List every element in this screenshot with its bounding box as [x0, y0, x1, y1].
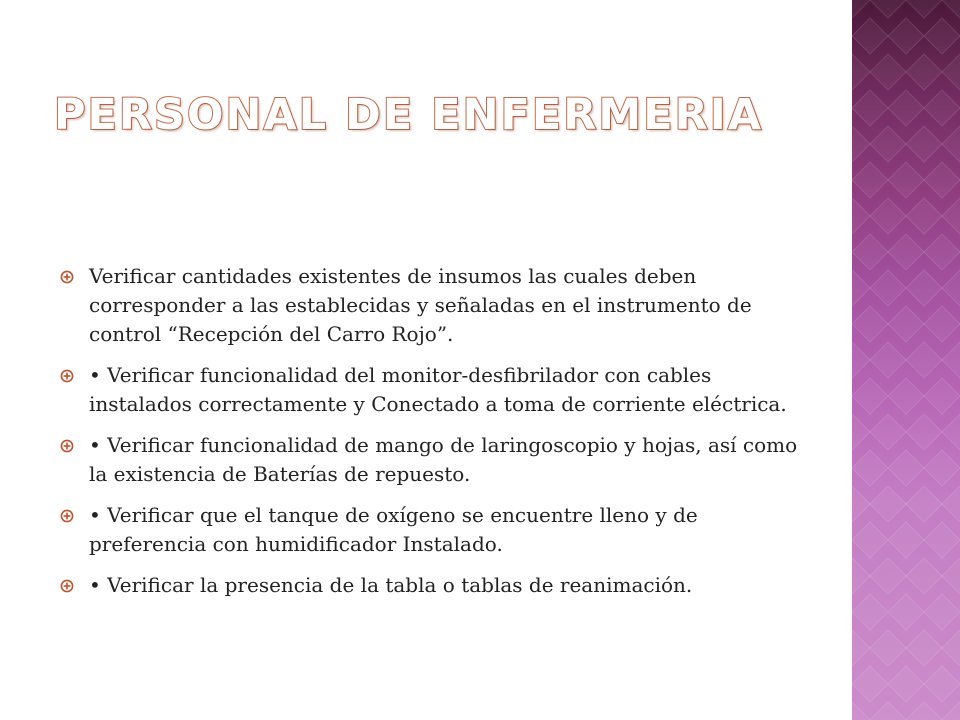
band-diamond — [924, 594, 960, 630]
band-diamond — [888, 306, 924, 342]
band-diamond — [906, 630, 942, 666]
list-item — [60, 361, 820, 419]
band-diamond — [942, 414, 960, 450]
band-diamond — [852, 522, 888, 558]
band-diamond — [888, 522, 924, 558]
band-diamond — [852, 306, 888, 342]
band-diamond — [852, 450, 888, 486]
band-diamond — [924, 522, 960, 558]
band-diamond — [852, 90, 888, 126]
band-diamond — [924, 666, 960, 702]
bullet-text: Verificar cantidades existentes de insumos las cuales deben corresponder a las establecidas y señaladas en el instrumento de control “Recepción del Carro Rojo”. — [89, 264, 752, 346]
band-diamond — [888, 162, 924, 198]
band-diamond — [888, 378, 924, 414]
band-diamond — [924, 378, 960, 414]
band-diamond — [852, 558, 870, 594]
band-diamond — [906, 54, 942, 90]
band-diamond — [852, 0, 870, 18]
band-diamond — [906, 270, 942, 306]
band-diamond — [852, 666, 888, 702]
band-diamond — [888, 450, 924, 486]
band-diamond — [870, 630, 906, 666]
band-diamond — [924, 450, 960, 486]
band-diamond — [870, 486, 906, 522]
band-diamond — [870, 0, 906, 18]
band-diamond — [888, 594, 924, 630]
band-diamond — [852, 234, 888, 270]
band-diamond — [852, 198, 870, 234]
band-diamond — [942, 486, 960, 522]
band-diamond — [870, 198, 906, 234]
band-diamond — [870, 126, 906, 162]
bullet-text: • Verificar funcionalidad de mango de laringoscopio y hojas, así como la existencia de Baterías de repuesto. — [89, 433, 798, 486]
band-diamond — [942, 0, 960, 18]
band-diamond — [852, 54, 870, 90]
band-diamond — [852, 594, 888, 630]
decorative-side-band — [852, 0, 960, 720]
bullet-text: • Verificar funcionalidad del monitor-desfibrilador con cables instalados correctamente y Conectado a toma de corriente eléctrica. — [89, 363, 787, 416]
band-diamond — [942, 126, 960, 162]
band-diamond — [888, 234, 924, 270]
list-item — [60, 501, 820, 559]
band-diamond — [942, 702, 960, 720]
circled-plus-bullet-icon — [60, 579, 74, 593]
bullet-text: • Verificar que el tanque de oxígeno se encuentre lleno y de preferencia con humidificador Instalado. — [89, 503, 698, 556]
band-diamond — [852, 486, 870, 522]
circled-plus-bullet-icon — [60, 439, 74, 453]
list-item — [60, 262, 820, 349]
band-diamond — [906, 126, 942, 162]
band-diamond — [852, 18, 888, 54]
band-diamond — [906, 414, 942, 450]
band-diamond — [906, 702, 942, 720]
band-diamond — [852, 270, 870, 306]
band-diamond — [924, 234, 960, 270]
band-diamond — [906, 486, 942, 522]
band-diamond — [906, 558, 942, 594]
band-diamond — [906, 342, 942, 378]
bullet-list — [60, 262, 820, 612]
circled-plus-bullet-icon — [60, 270, 74, 284]
list-item — [60, 571, 820, 600]
band-diamond — [852, 702, 870, 720]
band-diamond — [870, 54, 906, 90]
band-diamond — [870, 558, 906, 594]
band-diamond — [942, 270, 960, 306]
band-diamond — [924, 18, 960, 54]
bullet-text: • Verificar la presencia de la tabla o tablas de reanimación. — [89, 573, 693, 597]
circled-plus-bullet-icon — [60, 369, 74, 383]
band-diamond — [906, 0, 942, 18]
band-diamond — [924, 162, 960, 198]
band-diamond — [942, 342, 960, 378]
diamond-pattern — [852, 0, 960, 720]
band-diamond — [870, 414, 906, 450]
band-diamond — [852, 414, 870, 450]
band-diamond — [870, 270, 906, 306]
band-diamond — [888, 18, 924, 54]
band-diamond — [852, 162, 888, 198]
list-item — [60, 431, 820, 489]
band-diamond — [924, 90, 960, 126]
band-diamond — [942, 198, 960, 234]
band-diamond — [906, 198, 942, 234]
band-diamond — [870, 342, 906, 378]
band-diamond — [924, 306, 960, 342]
band-diamond — [852, 378, 888, 414]
band-diamond — [852, 342, 870, 378]
band-diamond — [942, 630, 960, 666]
band-diamond — [942, 54, 960, 90]
slide-title: PERSONAL DE ENFERMERIA — [54, 90, 763, 140]
band-diamond — [852, 126, 870, 162]
band-diamond — [888, 666, 924, 702]
circled-plus-bullet-icon — [60, 509, 74, 523]
band-diamond — [942, 558, 960, 594]
band-diamond — [852, 630, 870, 666]
band-diamond — [870, 702, 906, 720]
band-diamond — [888, 90, 924, 126]
